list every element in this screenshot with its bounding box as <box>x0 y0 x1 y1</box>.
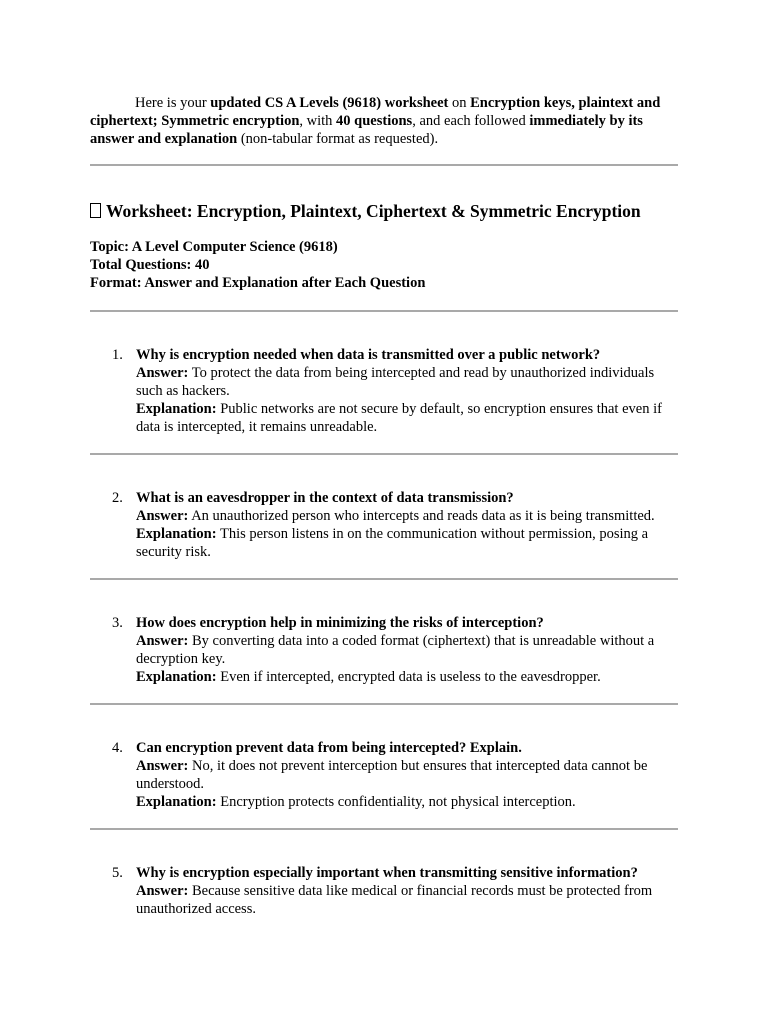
horizontal-rule <box>90 453 678 455</box>
explanation-line <box>136 525 678 561</box>
question-number: 4. <box>112 740 123 756</box>
worksheet-heading <box>90 200 641 222</box>
question-text: How does encryption help in minimizing the risks of interception? <box>136 615 544 631</box>
meta-topic: Topic: A Level Computer Science (9618) <box>90 239 338 255</box>
answer-text: An unauthorized person who intercepts and reads data as it is being transmitted. <box>191 508 655 524</box>
intro-text: , and each followed <box>412 113 530 129</box>
answer-line <box>136 364 678 400</box>
worksheet-title: Worksheet: Encryption, Plaintext, Ciphertext & Symmetric Encryption <box>106 201 641 221</box>
explanation-line <box>136 400 678 436</box>
horizontal-rule <box>90 164 678 166</box>
explanation-text: Even if intercepted, encrypted data is useless to the eavesdropper. <box>220 669 601 685</box>
answer-line <box>136 507 678 525</box>
question-item <box>112 864 678 918</box>
answer-label: Answer: <box>136 883 189 899</box>
intro-text: on <box>448 95 471 111</box>
horizontal-rule <box>90 703 678 705</box>
answer-text: No, it does not prevent interception but ensures that intercepted data cannot be understood. <box>136 758 648 792</box>
question-number: 3. <box>112 615 123 631</box>
meta-total: Total Questions: 40 <box>90 257 210 273</box>
placeholder-glyph-icon <box>90 203 101 218</box>
explanation-label: Explanation: <box>136 794 217 810</box>
answer-label: Answer: <box>136 758 189 774</box>
answer-text: Because sensitive data like medical or financial records must be protected from unauthorized access. <box>136 883 653 917</box>
intro-text: , with <box>299 113 337 129</box>
worksheet-meta <box>90 238 425 292</box>
question-number: 2. <box>112 490 123 506</box>
question-item <box>112 489 678 561</box>
answer-label: Answer: <box>136 508 189 524</box>
question-item <box>112 739 678 811</box>
explanation-label: Explanation: <box>136 401 217 417</box>
question-number: 1. <box>112 347 123 363</box>
answer-line <box>136 757 678 793</box>
intro-text: Here is your <box>135 95 211 111</box>
question-text: What is an eavesdropper in the context of data transmission? <box>136 490 514 506</box>
meta-format: Format: Answer and Explanation after Each Question <box>90 275 426 291</box>
explanation-text: This person listens in on the communication without permission, posing a security risk. <box>136 526 649 560</box>
question-item <box>112 614 678 686</box>
answer-label: Answer: <box>136 365 189 381</box>
horizontal-rule <box>90 310 678 312</box>
intro-bold: updated CS A Levels (9618) worksheet <box>210 95 449 111</box>
question-text: Why is encryption especially important when transmitting sensitive information? <box>136 865 638 881</box>
intro-text: (non-tabular format as requested). <box>237 131 439 147</box>
explanation-text: Encryption protects confidentiality, not physical interception. <box>220 794 576 810</box>
horizontal-rule <box>90 828 678 830</box>
answer-label: Answer: <box>136 633 189 649</box>
explanation-text: Public networks are not secure by default, so encryption ensures that even if data is intercepted, it remains unreadable. <box>136 401 662 435</box>
answer-line <box>136 632 678 668</box>
intro-bold: Encryption keys, plaintext and ciphertext; Symmetric encryption <box>90 95 661 129</box>
intro-paragraph <box>90 94 680 148</box>
intro-bold: 40 questions <box>336 113 413 129</box>
intro-bold: immediately by its answer and explanation <box>90 113 643 147</box>
question-text: Can encryption prevent data from being intercepted? Explain. <box>136 740 522 756</box>
explanation-line <box>136 668 678 686</box>
question-item <box>112 346 678 436</box>
question-number: 5. <box>112 865 123 881</box>
question-text: Why is encryption needed when data is transmitted over a public network? <box>136 347 601 363</box>
explanation-label: Explanation: <box>136 669 217 685</box>
answer-text: By converting data into a coded format (ciphertext) that is unreadable without a decryption key. <box>136 633 655 667</box>
explanation-line <box>136 793 678 811</box>
horizontal-rule <box>90 578 678 580</box>
answer-text: To protect the data from being intercepted and read by unauthorized individuals such as hackers. <box>136 365 655 399</box>
answer-line <box>136 882 678 918</box>
explanation-label: Explanation: <box>136 526 217 542</box>
